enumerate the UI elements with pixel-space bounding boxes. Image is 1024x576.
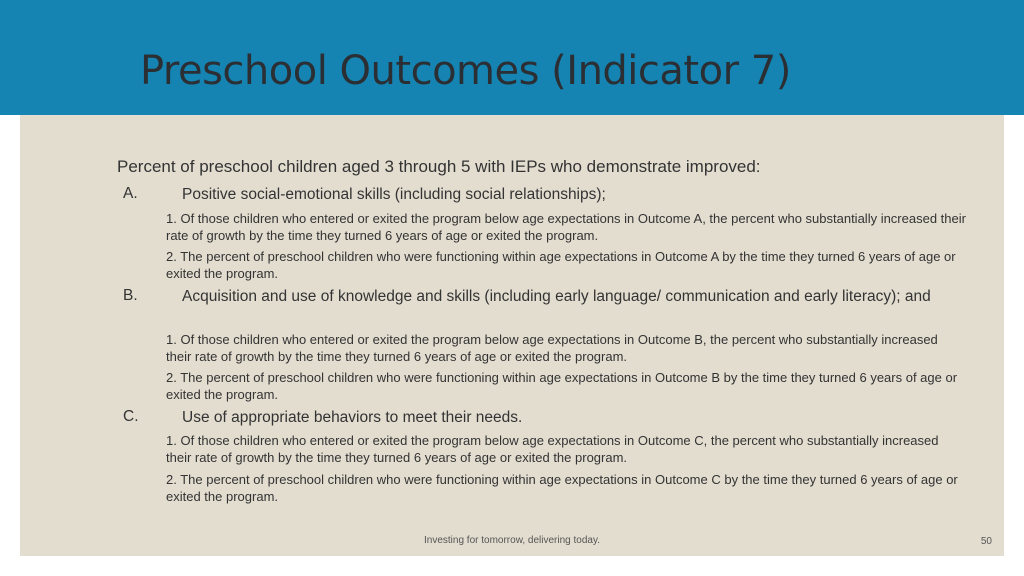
outcome-a-sub-1: 1. Of those children who entered or exited the program below age expectations in Outcome A, the percent who substantially increased their rate of growth by the time they turned 6 years of age or exited the program. (166, 211, 966, 243)
outcome-text: Acquisition and use of knowledge and skills (including early language/ communication and early literacy); and (182, 288, 931, 305)
outcome-text: Positive social-emotional skills (including social relationships); (182, 186, 606, 203)
header-bar (0, 0, 1024, 115)
content-panel (20, 115, 1004, 556)
outcome-letter: C. (123, 408, 139, 425)
outcome-letter: B. (123, 287, 138, 304)
outcome-text: Use of appropriate behaviors to meet their needs. (182, 409, 523, 426)
slide-title: Preschool Outcomes (Indicator 7) (140, 48, 791, 94)
intro-text: Percent of preschool children aged 3 through 5 with IEPs who demonstrate improved: (117, 157, 761, 176)
outcome-b-sub-2: 2. The percent of preschool children who were functioning within age expectations in Outcome B by the time they turned 6 years of age or exited the program. (166, 370, 958, 402)
page-number: 50 (980, 536, 992, 547)
outcome-c-sub-1: 1. Of those children who entered or exited the program below age expectations in Outcome C, the percent who substantially increased their rate of growth by the time they turned 6 years of age or exited the program. (166, 433, 939, 465)
outcome-c-sub-2: 2. The percent of preschool children who were functioning within age expectations in Outcome C by the time they turned 6 years of age or exited the program. (166, 472, 958, 504)
outcome-b-sub-1: 1. Of those children who entered or exited the program below age expectations in Outcome B, the percent who substantially increased their rate of growth by the time they turned 6 years of age or exited the program. (166, 332, 938, 364)
footer-tagline: Investing for tomorrow, delivering today. (423, 535, 600, 546)
outcome-letter: A. (123, 185, 138, 202)
outcome-a-sub-2: 2. The percent of preschool children who were functioning within age expectations in Outcome A by the time they turned 6 years of age or exited the program. (166, 249, 956, 281)
